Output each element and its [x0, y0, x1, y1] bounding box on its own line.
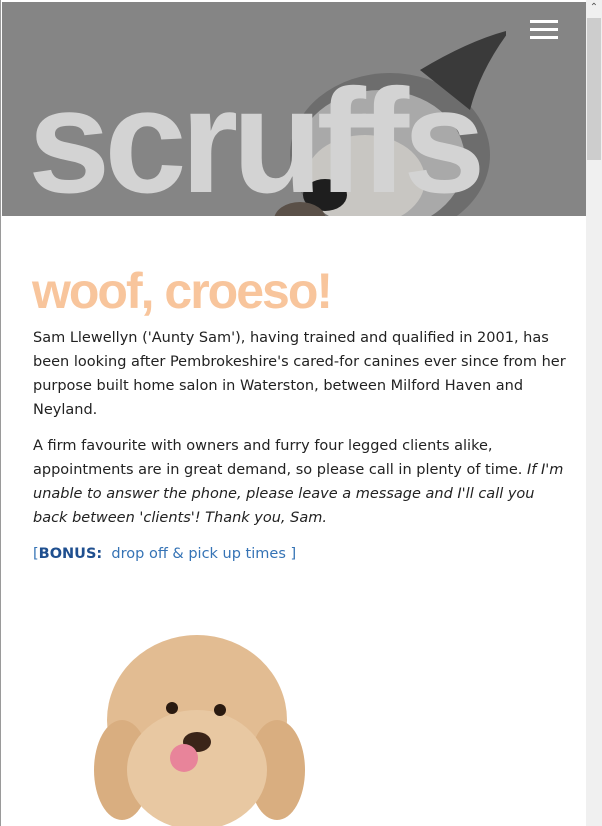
- intro-paragraph-2: [33, 434, 568, 530]
- logo: scruffs: [28, 59, 480, 216]
- hamburger-menu-icon[interactable]: [530, 20, 558, 40]
- paragraph-italic-note: If I'm unable to answer the phone, please leave a message and I'll call you back between 'clients'! Thank you, Sam.: [33, 462, 564, 526]
- intro-paragraph-1: Sam Llewellyn ('Aunty Sam'), having trained and qualified in 2001, has been looking after Pembrokeshire's cared-for canines ever since from her purpose built home salon in Waterston, between Milford Haven and Neyland.: [33, 330, 566, 418]
- bonus-line: [33, 542, 568, 566]
- drop-off-times-link[interactable]: drop off & pick up times: [111, 546, 286, 562]
- page-heading: woof, croeso!: [32, 263, 332, 319]
- scrollbar-thumb[interactable]: [587, 18, 601, 160]
- bracket-open: [: [33, 546, 39, 562]
- bonus-label: BONUS:: [38, 546, 103, 562]
- paragraph-text: A firm favourite with owners and furry four legged clients alike, appointments are in great demand, so please call in plenty of time.: [33, 438, 528, 478]
- scroll-up-arrow-icon[interactable]: ⌃: [589, 2, 599, 13]
- vertical-scrollbar[interactable]: [586, 0, 602, 826]
- intro-text: [33, 326, 568, 578]
- bracket-close: ]: [285, 546, 297, 562]
- hero-banner: [2, 2, 587, 216]
- poodle-dog-image: [92, 630, 307, 826]
- page: [2, 0, 587, 826]
